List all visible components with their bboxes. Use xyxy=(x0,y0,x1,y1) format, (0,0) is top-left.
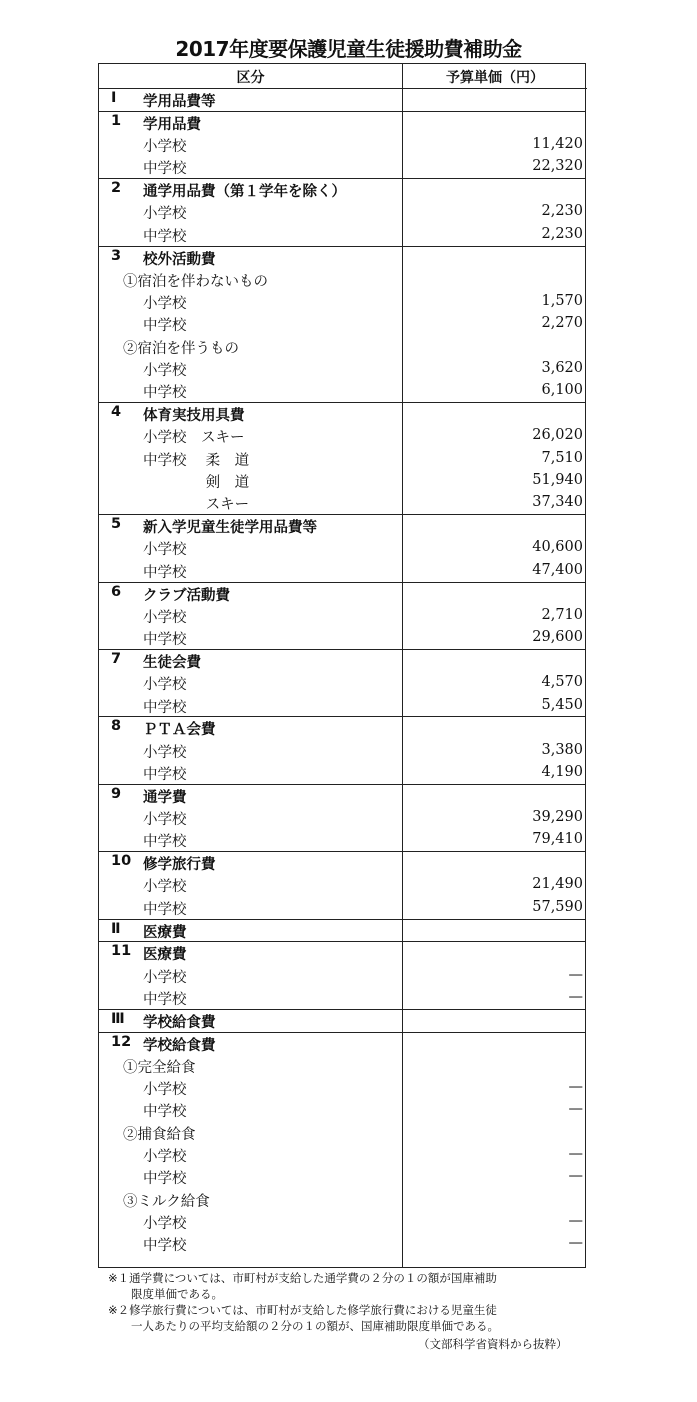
row-value: 3,620 xyxy=(541,360,583,377)
section-number: 2 xyxy=(111,180,122,197)
section-number: 4 xyxy=(111,404,122,421)
row-label: 小学校 xyxy=(143,1215,187,1232)
row-value: 57,590 xyxy=(532,898,583,915)
row-value: 2,230 xyxy=(541,225,583,242)
section-heading xyxy=(99,89,585,111)
row-value: 7,510 xyxy=(541,449,583,466)
row-label: 小学校 xyxy=(143,363,187,380)
row-value: 2,710 xyxy=(541,606,583,623)
table-row xyxy=(99,695,585,717)
row-subheading: ③ミルク給食 xyxy=(123,1193,210,1210)
section-number: 12 xyxy=(111,1033,132,1050)
footnotes xyxy=(108,1270,608,1334)
table-section xyxy=(99,89,585,112)
section-title: クラブ活動費 xyxy=(143,587,230,604)
section-heading xyxy=(99,1010,585,1032)
table-row xyxy=(99,1189,585,1211)
section-heading xyxy=(99,515,585,537)
page-title: 2017年度要保護児童生徒援助費補助金 xyxy=(175,37,522,61)
row-label: 中学校 xyxy=(143,161,187,178)
row-value: 37,340 xyxy=(532,494,583,511)
header-category: 区分 xyxy=(236,70,265,86)
row-value: 22,320 xyxy=(532,158,583,175)
table-row xyxy=(99,1144,585,1166)
section-title: 学用品費 xyxy=(143,116,201,133)
section-heading xyxy=(99,403,585,425)
table-row xyxy=(99,627,585,649)
table-section xyxy=(99,717,585,784)
footnote-2-cont: 一人あたりの平均支給額の２分の１の額が、国庫補助限度単価である。 xyxy=(108,1319,499,1333)
row-label: 小学校 xyxy=(143,542,187,559)
table-row xyxy=(99,1166,585,1188)
section-heading xyxy=(99,920,585,942)
table-row xyxy=(99,224,585,246)
row-value: 47,400 xyxy=(532,561,583,578)
section-title: 通学用品費（第１学年を除く） xyxy=(143,184,346,201)
table-row xyxy=(99,807,585,829)
table-row xyxy=(99,1055,585,1077)
table-row xyxy=(99,448,585,470)
section-title: 学校給食費 xyxy=(143,1037,216,1054)
source-note: （文部科学省資料から抜粋） xyxy=(418,1337,568,1351)
row-label: 小学校 xyxy=(143,677,187,694)
row-value: 4,190 xyxy=(541,763,583,780)
row-label: 中学校 xyxy=(143,991,187,1008)
footnote-2: ※２修学旅行費については、市町村が支給した修学旅行費における児童生徒 xyxy=(108,1303,497,1317)
row-label: 中学校 xyxy=(143,1171,187,1188)
section-title: ＰＴＡ会費 xyxy=(143,722,216,739)
section-title: 学用品費等 xyxy=(143,94,216,110)
row-label: 小学校 xyxy=(143,296,187,313)
table-row xyxy=(99,605,585,627)
row-label: 小学校 xyxy=(143,206,187,223)
row-label: 剣 道 xyxy=(143,475,250,492)
row-label: 小学校 xyxy=(143,744,187,761)
row-value: 6,100 xyxy=(541,382,583,399)
row-label: 中学校 xyxy=(143,632,187,649)
footnote-1-cont: 限度単価である。 xyxy=(108,1287,223,1301)
table-row xyxy=(99,156,585,178)
row-value: 2,270 xyxy=(541,315,583,332)
table-row xyxy=(99,672,585,694)
section-heading xyxy=(99,583,585,605)
table-row xyxy=(99,740,585,762)
table-row xyxy=(99,829,585,851)
table-section xyxy=(99,1033,585,1257)
row-label: 小学校 xyxy=(143,1149,187,1166)
table-section xyxy=(99,852,585,919)
table-section xyxy=(99,112,585,179)
row-value: 51,940 xyxy=(532,472,583,489)
table-row xyxy=(99,1211,585,1233)
table-section xyxy=(99,247,585,404)
row-subheading: ①宿泊を伴わないもの xyxy=(123,273,268,290)
section-title: 生徒会費 xyxy=(143,655,201,671)
row-value: 21,490 xyxy=(532,876,583,893)
row-label: 小学校 xyxy=(143,879,187,896)
row-label: 中学校 xyxy=(143,834,187,851)
row-value: 4,570 xyxy=(541,674,583,691)
row-label: 中学校 xyxy=(143,766,187,783)
row-subheading: ②捕食給食 xyxy=(123,1126,196,1143)
table-row xyxy=(99,874,585,896)
table-section xyxy=(99,583,585,650)
section-number: 8 xyxy=(111,718,122,735)
section-title: 通学費 xyxy=(143,789,187,806)
section-heading xyxy=(99,717,585,739)
section-number: 3 xyxy=(111,247,122,264)
row-value: 26,020 xyxy=(532,427,583,444)
row-label: 中学校 xyxy=(143,318,187,335)
row-label: 中学校 柔 道 xyxy=(143,452,250,469)
row-value: 5,450 xyxy=(541,696,583,713)
section-heading xyxy=(99,650,585,672)
table-row xyxy=(99,470,585,492)
table-row xyxy=(99,380,585,402)
row-value: — xyxy=(568,1079,583,1096)
row-label: 中学校 xyxy=(143,699,187,716)
table-row xyxy=(99,1077,585,1099)
table-header xyxy=(99,64,587,89)
section-number: 9 xyxy=(111,785,122,802)
row-label: 中学校 xyxy=(143,1238,187,1255)
section-heading xyxy=(99,785,585,807)
footnote-1: ※１通学費については、市町村が支給した通学費の２分の１の額が国庫補助 xyxy=(108,1271,497,1285)
section-title: 体育実技用具費 xyxy=(143,408,245,425)
row-label: 中学校 xyxy=(143,385,187,402)
header-unit-price: 予算単価（円） xyxy=(446,70,544,86)
section-title: 新入学児童生徒学用品費等 xyxy=(143,520,317,537)
table-row xyxy=(99,269,585,291)
section-title: 医療費 xyxy=(143,947,187,964)
row-value: — xyxy=(568,1168,583,1185)
section-number: Ⅲ xyxy=(111,1010,125,1027)
row-value: — xyxy=(568,1146,583,1163)
table-row xyxy=(99,1099,585,1121)
section-number: 10 xyxy=(111,853,132,870)
section-heading xyxy=(99,112,585,134)
row-label: 中学校 xyxy=(143,1104,187,1121)
row-value: 3,380 xyxy=(541,741,583,758)
row-value: 79,410 xyxy=(532,831,583,848)
section-number: Ⅰ xyxy=(111,90,117,106)
row-label: 小学校 スキー xyxy=(143,430,245,447)
table-section xyxy=(99,920,585,943)
subsidy-table xyxy=(98,63,586,1268)
row-value: 2,230 xyxy=(541,203,583,220)
row-label: 小学校 xyxy=(143,1082,187,1099)
table-row xyxy=(99,537,585,559)
table-row xyxy=(99,134,585,156)
section-number: Ⅱ xyxy=(111,920,121,937)
section-title: 学校給食費 xyxy=(143,1014,216,1031)
table-row xyxy=(99,1233,585,1255)
section-number: 6 xyxy=(111,583,122,600)
row-value: 1,570 xyxy=(541,293,583,310)
row-subheading: ②宿泊を伴うもの xyxy=(123,340,239,357)
table-row xyxy=(99,291,585,313)
table-section xyxy=(99,650,585,717)
table-row xyxy=(99,425,585,447)
row-label: 小学校 xyxy=(143,609,187,626)
row-label: 中学校 xyxy=(143,901,187,918)
section-heading xyxy=(99,1033,585,1055)
table-row xyxy=(99,762,585,784)
table-row xyxy=(99,987,585,1009)
section-title: 医療費 xyxy=(143,924,187,941)
section-number: 1 xyxy=(111,112,122,129)
table-row xyxy=(99,897,585,919)
row-subheading: ①完全給食 xyxy=(123,1059,196,1076)
row-value: 40,600 xyxy=(532,539,583,556)
row-label: 中学校 xyxy=(143,228,187,245)
table-row xyxy=(99,560,585,582)
table-row xyxy=(99,492,585,514)
table-section xyxy=(99,942,585,1009)
table-row xyxy=(99,201,585,223)
section-number: 5 xyxy=(111,516,122,533)
section-heading xyxy=(99,942,585,964)
row-label: 小学校 xyxy=(143,139,187,156)
row-value: 29,600 xyxy=(532,629,583,646)
row-label: 中学校 xyxy=(143,564,187,581)
row-label: 小学校 xyxy=(143,969,187,986)
table-section xyxy=(99,785,585,852)
section-title: 校外活動費 xyxy=(143,251,216,268)
row-value: — xyxy=(568,1212,583,1229)
section-heading xyxy=(99,852,585,874)
section-heading xyxy=(99,179,585,201)
row-value: — xyxy=(568,966,583,983)
section-heading xyxy=(99,247,585,269)
section-number: 7 xyxy=(111,651,122,667)
row-value: — xyxy=(568,1101,583,1118)
row-value: 39,290 xyxy=(532,809,583,826)
table-section xyxy=(99,179,585,246)
section-title: 修学旅行費 xyxy=(143,857,216,874)
row-value: — xyxy=(568,988,583,1005)
table-row xyxy=(99,965,585,987)
table-row xyxy=(99,313,585,335)
table-row xyxy=(99,336,585,358)
row-value: 11,420 xyxy=(532,136,583,153)
row-label: 小学校 xyxy=(143,812,187,829)
row-label: スキー xyxy=(143,497,250,514)
row-value: — xyxy=(568,1235,583,1252)
table-section xyxy=(99,1010,585,1033)
table-row xyxy=(99,1122,585,1144)
table-row xyxy=(99,358,585,380)
table-section xyxy=(99,403,585,515)
table-section xyxy=(99,515,585,582)
section-number: 11 xyxy=(111,943,132,960)
